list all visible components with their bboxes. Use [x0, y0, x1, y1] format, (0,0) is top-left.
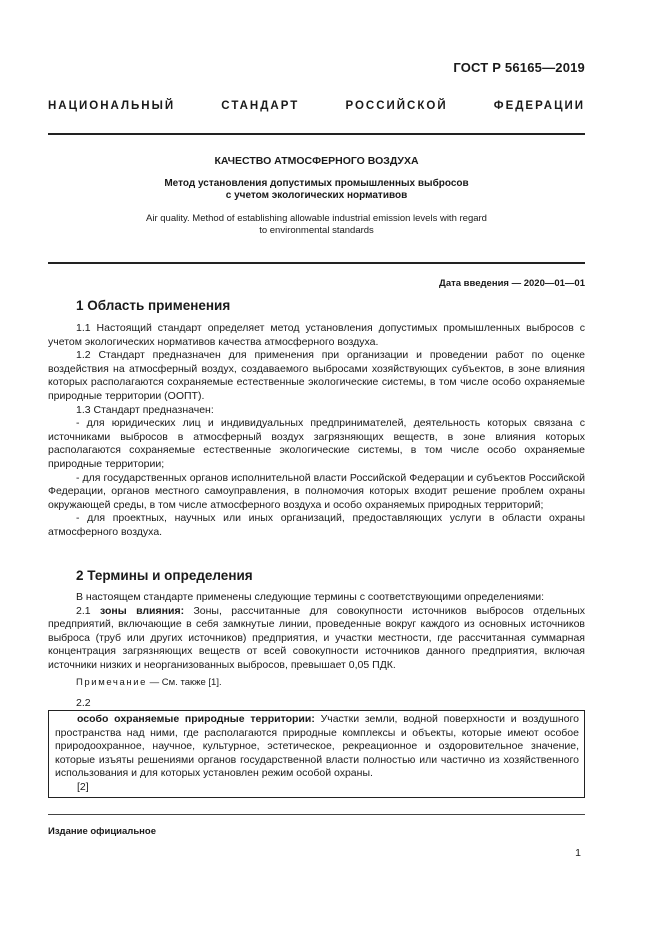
english-title-line-2: to environmental standards — [259, 225, 374, 236]
english-title — [48, 213, 585, 237]
paragraph-1-1: 1.1 Настоящий стандарт определяет метод установления допустимых промышленных выбросов с учетом экологических нормативов качества атмосферного воздуха. — [48, 322, 585, 348]
paragraph-1-3-item-1: - для юридических лиц и индивидуальных предпринимателей, деятельность которых связана с источниками выбросов в атмосферный воздух загрязняющих веществ, в зоне влияния которых располагаются сохраняемые естественные экологические системы, в том числе особо охраняемые природные территории; — [48, 417, 585, 470]
document-subtitle — [48, 178, 585, 201]
term-2-2-box — [48, 710, 585, 798]
paragraph-1-3-item-3: - для проектных, научных или иных организаций, предоставляющих услуги в области охраны атмосферного воздуха. — [48, 512, 585, 538]
introduction-date: Дата введения — 2020—01—01 — [439, 278, 585, 289]
paragraph-2-intro: В настоящем стандарте применены следующие термины с соответствующими определениями: — [76, 591, 545, 603]
page-number: 1 — [575, 847, 581, 859]
section-2-body — [48, 591, 585, 673]
subtitle-line-1: Метод установления допустимых промышленных выбросов — [164, 178, 469, 189]
top-divider — [48, 133, 585, 135]
section-1-body — [48, 322, 585, 540]
note — [76, 677, 222, 688]
official-edition-label: Издание официальное — [48, 826, 156, 837]
term-2-2-reference: [2] — [77, 780, 89, 793]
term-2-2-definition — [55, 713, 579, 781]
paragraph-1-2: 1.2 Стандарт предназначен для применения при организации и проведении работ по оценке воздействия на атмосферный воздух, создаваемого выбросами хозяйствующих субъектов, в зоне влияния которых располагаются сохраняемые естественные экологические системы, в том числе особо охраняемые природные территории (ООПТ). — [48, 349, 585, 402]
term-2-1-definition: Зоны, рассчитанные для совокупности источников выбросов отдельных предприятий, включающие в себя замкнутые линии, проведенные вокруг каждого из основных источников выброса (труб или других источников) предприятия, и участки местности, где рассчитанная суммарная концентрация загрязняющих веществ от всей совокупности источников данного предприятия, включая источники низких и неорганизованных выбросов, превышает 0,05 ПДК. — [48, 604, 585, 671]
section-2-heading: 2 Термины и определения — [76, 568, 253, 583]
term-2-2-term: особо охраняемые природные территории: — [77, 713, 315, 725]
english-title-line-1: Air quality. Method of establishing allowable industrial emission levels with regard — [146, 213, 487, 224]
term-2-2-text: Участки земли, водной поверхности и воздушного пространства над ними, где располагаются природные комплексы и объекты, которые имеют особое природоохранное, научное, культурное, эстетическое, рекреационное и оздоровительное значение, которые изъяты решениями органов государственной власти полностью или частично из хозяйственного использования и для которых установлен режим особой охраны. — [55, 713, 579, 780]
paragraph-1-3-item-2: - для государственных органов исполнительной власти Российской Федерации и субъектов Российской Федерации, органов местного самоуправления, в полномочия которых входит решение проблем охраны окружающей среды, в том числе атмосферного воздуха и особо охраняемых природных территорий; — [48, 471, 585, 511]
document-title: КАЧЕСТВО АТМОСФЕРНОГО ВОЗДУХА — [214, 155, 419, 167]
note-label: Примечание — [76, 677, 147, 688]
term-2-1-term: зоны влияния: — [100, 604, 185, 617]
footer-divider — [48, 814, 585, 815]
title-divider — [48, 262, 585, 264]
section-1-heading: 1 Область применения — [76, 298, 231, 313]
paragraph-1-3: 1.3 Стандарт предназначен: — [76, 403, 214, 416]
term-2-2-number: 2.2 — [76, 697, 91, 709]
document-number: ГОСТ Р 56165—2019 — [453, 60, 585, 75]
term-2-1 — [48, 605, 585, 673]
term-2-1-number: 2.1 — [76, 604, 100, 617]
note-text: — См. также [1]. — [147, 677, 222, 688]
subtitle-line-2: с учетом экологических нормативов — [225, 189, 408, 201]
national-standard-banner: НАЦИОНАЛЬНЫЙ СТАНДАРТ РОССИЙСКОЙ ФЕДЕРАЦИИ — [48, 100, 585, 112]
